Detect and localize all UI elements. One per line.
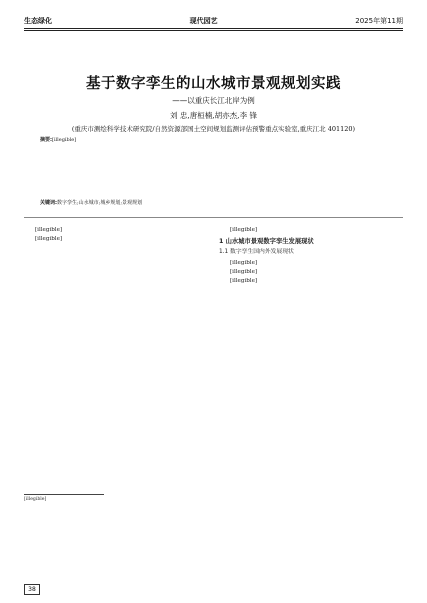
journal-name: 现代园艺 [189, 17, 218, 25]
article-title: 基于数字孪生的山水城市景观规划实践 [86, 76, 341, 92]
article-authors: 刘 忠,唐桓楠,胡亦杰,李 锋 [170, 111, 257, 120]
subsection-heading: 1.1 数字孪生国内外发展现状 [219, 249, 294, 256]
issue-label: 2025年第11期 [355, 17, 403, 25]
body-paragraph: [illegible] [230, 278, 258, 285]
article-subtitle: ——以重庆长江北岸为例 [172, 96, 255, 105]
article-affiliation: (重庆市测绘科学技术研究院/自然资源部国土空间规划监测评估预警重点实验室,重庆江北 401120) [71, 125, 356, 133]
body-paragraph: [illegible] [230, 268, 258, 275]
keywords-text: 数字孪生;山水城市;城乡规划;景观规划 [57, 200, 143, 206]
body-paragraph: [illegible] [35, 236, 63, 243]
column-name: 生态绿化 [24, 17, 52, 25]
page-header [24, 10, 403, 26]
footnote-rule [24, 494, 104, 495]
body-paragraph: [illegible] [230, 259, 258, 266]
header-rule [24, 28, 403, 29]
page-number: 38 [24, 584, 40, 595]
body-paragraph: [illegible] [35, 227, 63, 233]
keywords-label: 关键词: [40, 200, 57, 206]
keywords [40, 200, 387, 207]
abstract-text: [illegible] [52, 137, 77, 143]
abstract-divider [24, 217, 403, 218]
abstract-label: 摘要: [40, 137, 52, 143]
abstract [40, 137, 387, 144]
right-column [219, 226, 403, 286]
footnote: [illegible] [24, 497, 47, 502]
body-paragraph: [illegible] [230, 227, 258, 233]
left-column [24, 226, 208, 244]
header-rule-thin [24, 30, 403, 31]
section-heading: 1 山水城市景观数字孪生发展现状 [219, 238, 314, 246]
